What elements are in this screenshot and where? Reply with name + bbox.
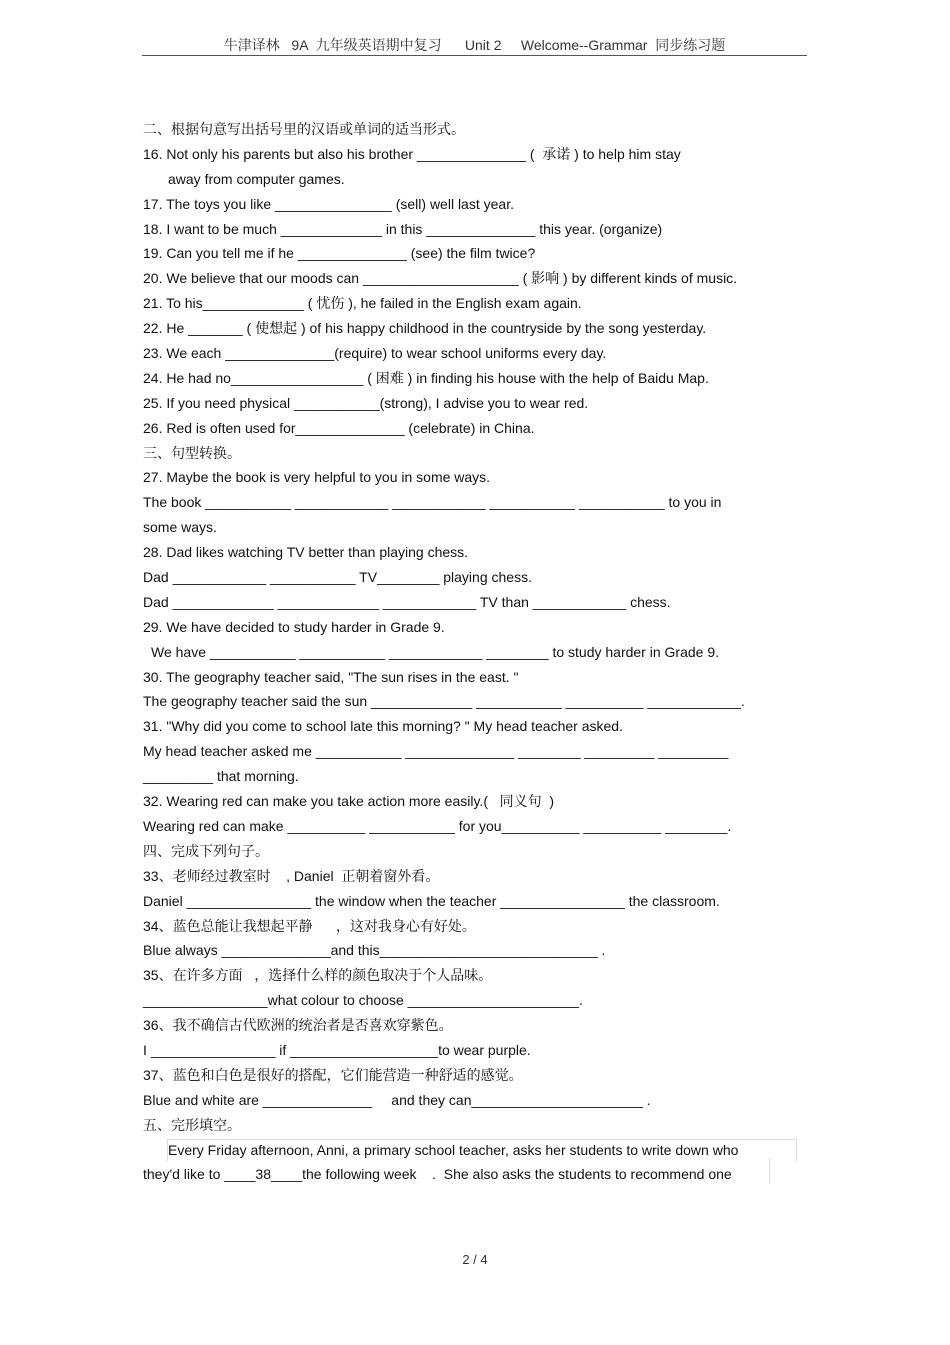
answer-line: The geography teacher said the sun _____________ ___________ __________ ____________. (143, 693, 745, 710)
answer-line: Dad _____________ _____________ ____________ TV than ____________ chess. (143, 593, 671, 610)
question-line: 37、蓝色和白色是很好的搭配，它们能营造一种舒适的感觉。 (143, 1066, 523, 1083)
page-number: 2 / 4 (462, 1252, 488, 1267)
question-line: 19. Can you tell me if he ______________ (see) the film twice? (143, 245, 536, 262)
answer-line: The book ___________ ____________ ____________ ___________ ___________ to you in (143, 494, 722, 511)
question-line: 26. Red is often used for______________ (celebrate) in China. (143, 419, 535, 436)
question-line: 25. If you need physical ___________(strong), I advise you to wear red. (143, 394, 589, 411)
question-line: 33、老师经过教室时 , Daniel 正朝着窗外看。 (143, 867, 440, 884)
answer-line: I ________________ if ___________________to wear purple. (143, 1041, 531, 1058)
passage-line: Every Friday afternoon, Anni, a primary school teacher, asks her students to write down who (143, 1138, 803, 1163)
answer-line: Daniel ________________ the window when the teacher ________________ the classroom. (143, 892, 720, 909)
question-line: 24. He had no_________________ ( 困难 ) in finding his house with the help of Baidu Map. (143, 369, 709, 386)
answer-line: Wearing red can make __________ ___________ for you__________ __________ ________. (143, 817, 732, 834)
question-line: 20. We believe that our moods can ____________________ ( 影响 ) by different kinds of music. (143, 270, 738, 287)
answer-line: We have ___________ ___________ ____________ ________ to study harder in Grade 9. (151, 643, 719, 660)
answer-line: Blue always ______________and this____________________________ . (143, 942, 606, 959)
question-line: 28. Dad likes watching TV better than playing chess. (143, 544, 469, 561)
section-heading: 四、完成下列句子。 (143, 842, 269, 859)
question-line: 22. He _______ ( 使想起 ) of his happy childhood in the countryside by the song yesterday. (143, 320, 707, 337)
question-line: 35、在许多方面 ，选择什么样的颜色取决于个人品味。 (143, 967, 493, 984)
question-line: 18. I want to be much _____________ in this ______________ this year. (organize) (143, 220, 663, 237)
section-heading: 三、句型转换。 (143, 444, 241, 461)
question-line: 30. The geography teacher said, "The sun rises in the east. " (143, 668, 519, 685)
worksheet-body (143, 117, 803, 1187)
answer-line: _________ that morning. (143, 768, 299, 785)
question-line: 16. Not only his parents but also his brother ______________ ( 承诺 ) to help him stay (143, 145, 681, 162)
section-heading: 二、根据句意写出括号里的汉语或单词的适当形式。 (143, 121, 465, 137)
question-line: 17. The toys you like _______________ (sell) well last year. (143, 195, 514, 212)
section-heading: 五、完形填空。 (143, 1116, 241, 1133)
question-line: 29. We have decided to study harder in Grade 9. (143, 618, 445, 635)
question-line: 31. "Why did you come to school late this morning? " My head teacher asked. (143, 718, 623, 735)
header-rule (142, 55, 807, 56)
page-header: 牛津译林 9A 九年级英语期中复习 Unit 2 Welcome--Grammar 同步练习题 (223, 37, 726, 53)
question-line: 23. We each ______________(require) to wear school uniforms every day. (143, 345, 607, 362)
question-line: away from computer games. (168, 170, 345, 187)
question-line: 21. To his_____________ ( 忧伤 ), he failed in the English exam again. (143, 295, 582, 312)
question-line: 32. Wearing red can make you take action more easily.( 同义句 ) (143, 793, 555, 810)
answer-line: Blue and white are ______________ and they can______________________ . (143, 1091, 651, 1108)
question-line: 27. Maybe the book is very helpful to you in some ways. (143, 469, 491, 486)
answer-line: ________________what colour to choose ______________________. (143, 992, 583, 1009)
question-line: 36、我不确信古代欧洲的统治者是否喜欢穿紫色。 (143, 1017, 453, 1034)
passage-line: they'd like to ____38____the following week . She also asks the students to recommend one (143, 1162, 803, 1187)
answer-line: My head teacher asked me ___________ ______________ ________ _________ _________ (143, 743, 729, 760)
question-line: 34、蓝色总能让我想起平静 ，这对我身心有好处。 (143, 917, 476, 934)
answer-line: Dad ____________ ___________ TV________ playing chess. (143, 569, 532, 586)
answer-line: some ways. (143, 519, 217, 536)
